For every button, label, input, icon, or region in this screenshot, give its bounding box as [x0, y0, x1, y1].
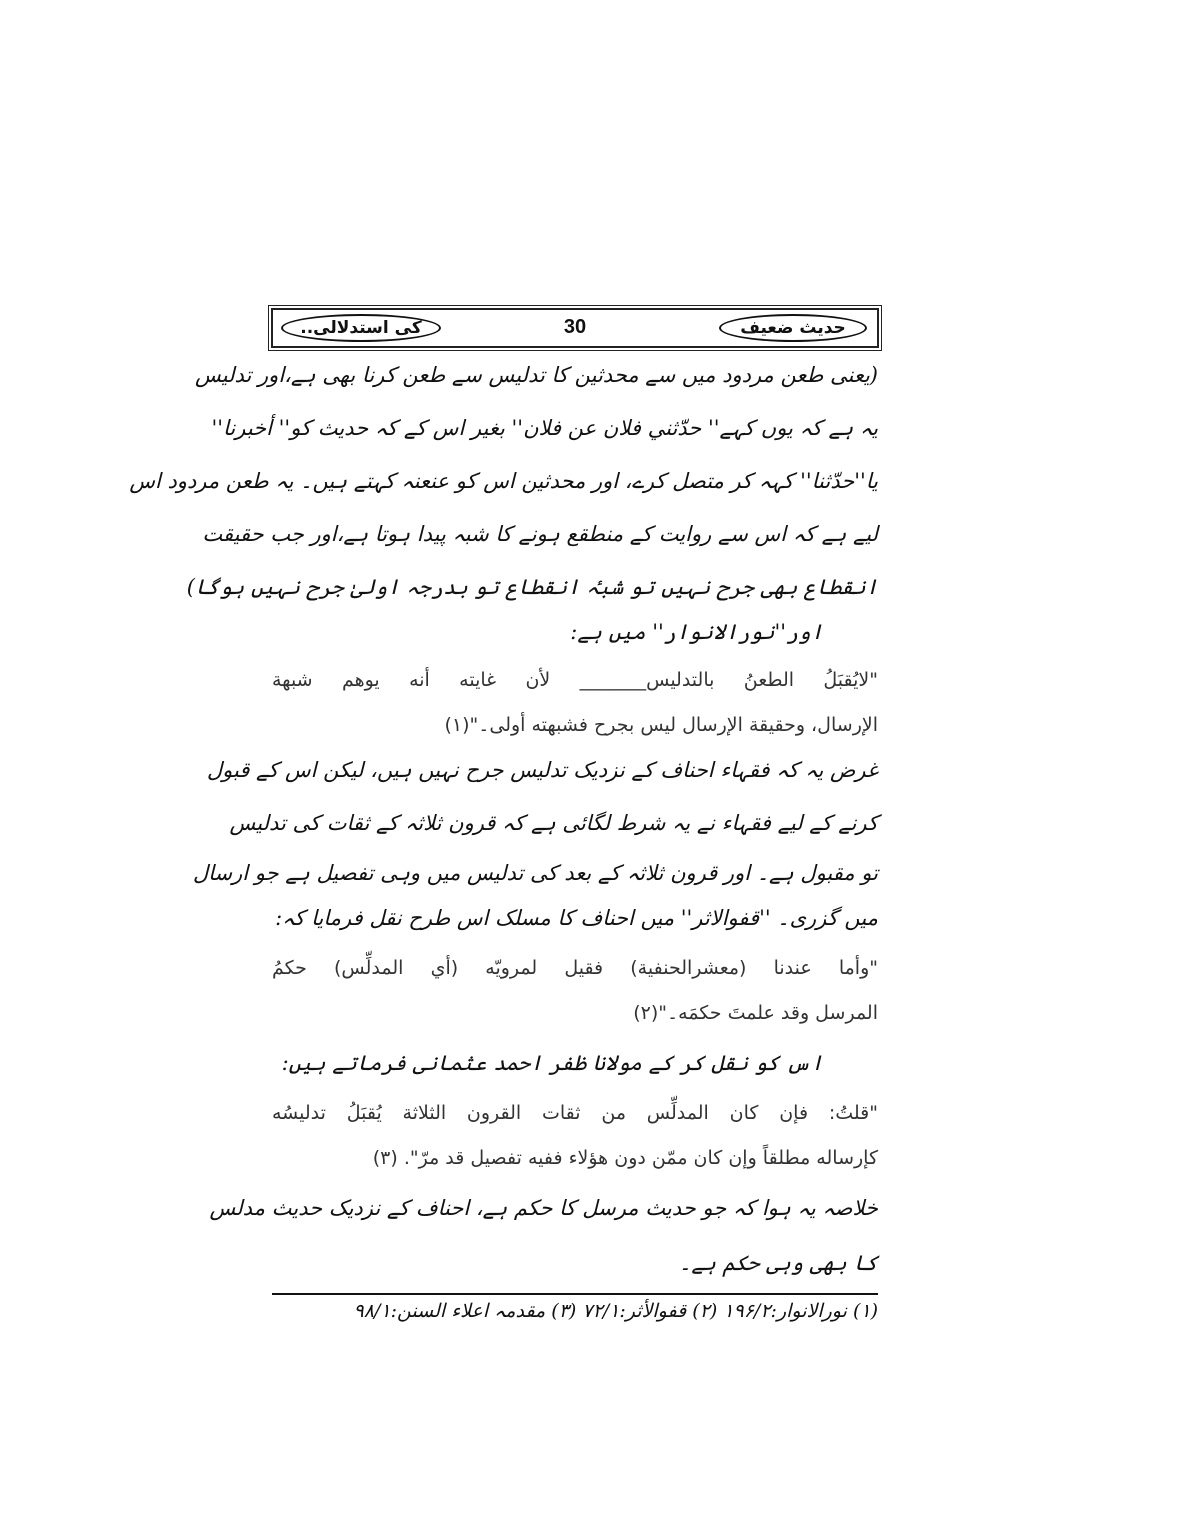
page-header: [271, 308, 879, 348]
footnote-divider: [272, 1293, 878, 1295]
text-line: تو مقبول ہے۔ اور قرون ثلاثہ کے بعد کی تدلیس میں وہی تفصیل ہے جو ارسال: [192, 861, 878, 885]
text-line: یہ ہے کہ یوں کہے'' حدّثني فلان عن فلان'' بغیر اس کے کہ حدیث کو'' أخبرنا'': [211, 416, 878, 440]
arabic-quote-line: المرسل وقد علمتَ حکمَه۔"(۲): [633, 1002, 878, 1024]
text-line: (یعنی طعن مردود میں سے محدثین کا تدلیس سے طعن کرنا بھی ہے،اور تدلیس: [194, 363, 878, 387]
text-line: غرض یہ کہ فقہاء احناف کے نزدیک تدلیس جرح نہیں ہیں، لیکن اس کے قبول: [206, 758, 878, 782]
text-line: انقطاع بھی جرح نہیں تو شبہٴ انقطاع تو بدرجہ اولیٰ جرح نہیں ہوگا): [186, 575, 878, 599]
text-line: خلاصہ یہ ہوا کہ جو حدیث مرسل کا حکم ہے، احناف کے نزدیک حدیث مدلس: [209, 1196, 878, 1220]
text-line: میں گزری۔ ''قفوالاثر'' میں احناف کا مسلک اس طرح نقل فرمایا کہ:: [275, 906, 878, 930]
text-line: کا بھی وہی حکم ہے۔: [679, 1251, 878, 1275]
text-line: یا''حدّثنا'' کہہ کر متصل کرے، اور محدثین اس کو عنعنہ کہتے ہیں۔ یہ طعن مردود اس: [129, 469, 878, 493]
text-line: کرنے کے لیے فقہاء نے یہ شرط لگائی ہے کہ قرون ثلاثہ کے ثقات کی تدلیس: [229, 811, 878, 835]
text-line: لیے ہے کہ اس سے روایت کے منطقع ہونے کا شبہ پیدا ہوتا ہے،اور جب حقیقت: [202, 522, 878, 546]
page-number: 30: [563, 316, 587, 338]
text-line: اس کو نقل کر کے مولانا ظفر احمد عثمانی فرماتے ہیں:: [281, 1051, 823, 1075]
book-title-left: کی استدلالی..: [300, 318, 422, 338]
arabic-quote-line: کإرساله مطلقاً وإن کان ممّن دون هؤلاء ففیه تفصیل قد مرّ". (۳): [372, 1147, 878, 1169]
book-title-right: حدیث ضعیف: [740, 318, 846, 338]
book-subtitle-badge: [281, 314, 441, 342]
arabic-quote-line: "قلتُ: فإن کان المدلِّس من ثقات القرون الثلاثة یُقبَلُ تدلیسُه: [272, 1102, 878, 1124]
footnotes: (۱) نورالانوار:۱۹۶/۲ (۲) قفوالأثر:۷۲/۱ (۳) مقدمہ اعلاء السنن:۹۸/۱: [353, 1300, 878, 1322]
text-line: اور''نورالانوار'' میں ہے:: [570, 620, 823, 644]
arabic-quote-line: "لایُقبَلُ الطعنُ بالتدلیس_______ لأن غایته أنه یوهم شبهة: [272, 669, 878, 691]
arabic-quote-line: الإرسال، وحقیقة الإرسال لیس بجرح فشبهته أولی۔"(۱): [444, 714, 878, 736]
arabic-quote-line: "وأما عندنا (معشرالحنفیة) فقیل لمرویّه (أي المدلِّس) حکمُ: [272, 957, 878, 979]
